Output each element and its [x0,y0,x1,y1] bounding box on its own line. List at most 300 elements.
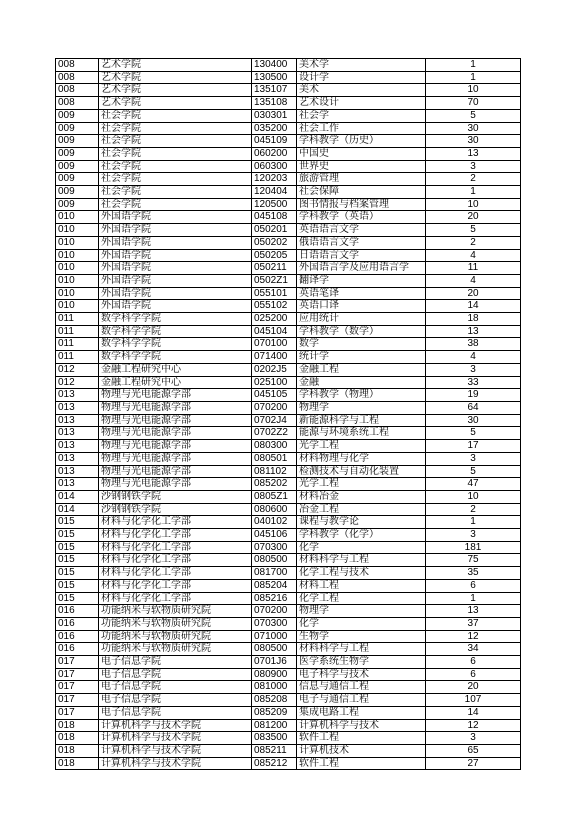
table-row [56,71,521,84]
count-cell: 3 [426,363,521,376]
school-name-cell: 外国语学院 [99,274,252,287]
school-name-cell: 材料与化学化工学部 [99,592,252,605]
school-name-cell: 电子信息学院 [99,694,252,707]
table-row [56,376,521,389]
school-code-cell: 017 [56,656,99,669]
school-name-cell: 功能纳米与软物质研究院 [99,630,252,643]
school-name-cell: 沙钢钢铁学院 [99,503,252,516]
count-cell: 10 [426,490,521,503]
school-name-cell: 物理与光电能源学部 [99,427,252,440]
major-code-cell: 085216 [252,592,297,605]
major-code-cell: 025200 [252,313,297,326]
major-code-cell: 045105 [252,389,297,402]
table-row [56,224,521,237]
school-code-cell: 017 [56,668,99,681]
table-row [56,643,521,656]
school-name-cell: 材料与化学化工学部 [99,554,252,567]
table-row [56,656,521,669]
table-row [56,135,521,148]
table-body [56,59,521,770]
table-row [56,554,521,567]
count-cell: 1 [426,516,521,529]
major-name-cell: 计算机技术 [297,744,426,757]
major-name-cell: 应用统计 [297,313,426,326]
count-cell: 20 [426,681,521,694]
count-cell: 1 [426,71,521,84]
school-name-cell: 物理与光电能源学部 [99,389,252,402]
major-code-cell: 045108 [252,211,297,224]
school-name-cell: 社会学院 [99,173,252,186]
table-row [56,706,521,719]
major-code-cell: 120203 [252,173,297,186]
count-cell: 12 [426,719,521,732]
school-code-cell: 009 [56,147,99,160]
table-row [56,516,521,529]
school-name-cell: 材料与化学化工学部 [99,516,252,529]
school-name-cell: 电子信息学院 [99,706,252,719]
major-code-cell: 0702Z2 [252,427,297,440]
count-cell: 2 [426,173,521,186]
major-name-cell: 课程与教学论 [297,516,426,529]
table-row [56,313,521,326]
enrollment-table [55,58,521,770]
major-code-cell: 080500 [252,554,297,567]
count-cell: 3 [426,452,521,465]
major-code-cell: 083500 [252,732,297,745]
major-name-cell: 学科教学（化学） [297,529,426,542]
major-name-cell: 信息与通信工程 [297,681,426,694]
major-code-cell: 085212 [252,757,297,770]
school-name-cell: 材料与化学化工学部 [99,541,252,554]
count-cell: 30 [426,122,521,135]
school-code-cell: 013 [56,478,99,491]
school-code-cell: 015 [56,516,99,529]
major-name-cell: 俄语语言文学 [297,236,426,249]
major-code-cell: 070200 [252,401,297,414]
count-cell: 13 [426,325,521,338]
major-name-cell: 英语笔译 [297,287,426,300]
major-name-cell: 学科教学（物理） [297,389,426,402]
table-row [56,579,521,592]
school-code-cell: 018 [56,732,99,745]
school-code-cell: 009 [56,173,99,186]
major-code-cell: 050205 [252,249,297,262]
count-cell: 13 [426,605,521,618]
major-code-cell: 080501 [252,452,297,465]
major-name-cell: 化学 [297,617,426,630]
school-name-cell: 物理与光电能源学部 [99,452,252,465]
major-name-cell: 金融 [297,376,426,389]
count-cell: 5 [426,109,521,122]
table-row [56,490,521,503]
major-code-cell: 035200 [252,122,297,135]
school-name-cell: 物理与光电能源学部 [99,414,252,427]
major-name-cell: 化学 [297,541,426,554]
count-cell: 18 [426,313,521,326]
major-code-cell: 070300 [252,617,297,630]
major-code-cell: 085204 [252,579,297,592]
table-row [56,160,521,173]
count-cell: 181 [426,541,521,554]
school-name-cell: 计算机科学与技术学院 [99,719,252,732]
school-code-cell: 013 [56,440,99,453]
major-code-cell: 0702J4 [252,414,297,427]
school-name-cell: 金融工程研究中心 [99,363,252,376]
table-row [56,325,521,338]
table-row [56,84,521,97]
major-name-cell: 社会保障 [297,186,426,199]
school-name-cell: 电子信息学院 [99,681,252,694]
table-row [56,503,521,516]
count-cell: 19 [426,389,521,402]
major-code-cell: 120500 [252,198,297,211]
count-cell: 1 [426,592,521,605]
count-cell: 64 [426,401,521,414]
table-row [56,719,521,732]
major-name-cell: 电子与通信工程 [297,694,426,707]
major-code-cell: 120404 [252,186,297,199]
table-row [56,300,521,313]
count-cell: 27 [426,757,521,770]
major-code-cell: 135108 [252,97,297,110]
school-name-cell: 金融工程研究中心 [99,376,252,389]
school-name-cell: 数学科学学院 [99,313,252,326]
school-name-cell: 功能纳米与软物质研究院 [99,643,252,656]
major-name-cell: 学科教学（数学） [297,325,426,338]
major-name-cell: 冶金工程 [297,503,426,516]
major-name-cell: 学科教学（英语） [297,211,426,224]
school-code-cell: 011 [56,351,99,364]
major-code-cell: 081000 [252,681,297,694]
school-code-cell: 010 [56,249,99,262]
major-name-cell: 化学工程与技术 [297,567,426,580]
table-row [56,452,521,465]
school-code-cell: 017 [56,706,99,719]
major-name-cell: 统计学 [297,351,426,364]
school-code-cell: 009 [56,109,99,122]
table-row [56,592,521,605]
major-code-cell: 070100 [252,338,297,351]
major-code-cell: 050201 [252,224,297,237]
school-code-cell: 017 [56,694,99,707]
major-code-cell: 030301 [252,109,297,122]
major-name-cell: 旅游管理 [297,173,426,186]
major-name-cell: 材料科学与工程 [297,643,426,656]
major-code-cell: 0701J6 [252,656,297,669]
school-name-cell: 外国语学院 [99,224,252,237]
count-cell: 6 [426,656,521,669]
count-cell: 17 [426,440,521,453]
major-code-cell: 0202J5 [252,363,297,376]
major-name-cell: 电子科学与技术 [297,668,426,681]
school-name-cell: 艺术学院 [99,59,252,72]
school-code-cell: 011 [56,325,99,338]
major-code-cell: 085209 [252,706,297,719]
school-name-cell: 材料与化学化工学部 [99,567,252,580]
count-cell: 34 [426,643,521,656]
school-code-cell: 009 [56,186,99,199]
school-name-cell: 艺术学院 [99,97,252,110]
count-cell: 5 [426,427,521,440]
school-code-cell: 008 [56,71,99,84]
school-code-cell: 013 [56,452,99,465]
school-name-cell: 功能纳米与软物质研究院 [99,605,252,618]
school-name-cell: 外国语学院 [99,300,252,313]
major-name-cell: 医学系统生物学 [297,656,426,669]
major-code-cell: 130400 [252,59,297,72]
major-code-cell: 080600 [252,503,297,516]
school-name-cell: 材料与化学化工学部 [99,529,252,542]
school-name-cell: 电子信息学院 [99,656,252,669]
school-code-cell: 009 [56,198,99,211]
major-name-cell: 能源与环境系统工程 [297,427,426,440]
table-row [56,198,521,211]
major-code-cell: 081102 [252,465,297,478]
count-cell: 1 [426,186,521,199]
major-code-cell: 070200 [252,605,297,618]
table-row [56,668,521,681]
major-name-cell: 计算机科学与技术 [297,719,426,732]
school-code-cell: 014 [56,503,99,516]
major-code-cell: 060200 [252,147,297,160]
major-name-cell: 材料工程 [297,579,426,592]
major-name-cell: 检测技术与自动化装置 [297,465,426,478]
major-code-cell: 045104 [252,325,297,338]
major-name-cell: 社会学 [297,109,426,122]
count-cell: 11 [426,262,521,275]
school-name-cell: 艺术学院 [99,84,252,97]
count-cell: 1 [426,59,521,72]
school-code-cell: 015 [56,541,99,554]
school-code-cell: 010 [56,300,99,313]
major-name-cell: 图书情报与档案管理 [297,198,426,211]
school-code-cell: 013 [56,465,99,478]
major-name-cell: 世界史 [297,160,426,173]
school-code-cell: 009 [56,135,99,148]
count-cell: 5 [426,465,521,478]
table-row [56,122,521,135]
school-code-cell: 013 [56,401,99,414]
major-code-cell: 080300 [252,440,297,453]
school-name-cell: 外国语学院 [99,262,252,275]
major-code-cell: 081200 [252,719,297,732]
school-name-cell: 社会学院 [99,122,252,135]
count-cell: 65 [426,744,521,757]
school-code-cell: 015 [56,579,99,592]
school-code-cell: 015 [56,529,99,542]
count-cell: 20 [426,287,521,300]
major-name-cell: 美术学 [297,59,426,72]
table-row [56,414,521,427]
major-code-cell: 071400 [252,351,297,364]
school-code-cell: 018 [56,719,99,732]
school-name-cell: 外国语学院 [99,249,252,262]
count-cell: 4 [426,249,521,262]
table-row [56,465,521,478]
major-code-cell: 080900 [252,668,297,681]
school-code-cell: 010 [56,274,99,287]
school-code-cell: 010 [56,287,99,300]
table-row [56,274,521,287]
count-cell: 6 [426,668,521,681]
table-row [56,262,521,275]
count-cell: 75 [426,554,521,567]
major-name-cell: 生物学 [297,630,426,643]
table-row [56,529,521,542]
count-cell: 14 [426,300,521,313]
count-cell: 13 [426,147,521,160]
table-row [56,427,521,440]
school-code-cell: 013 [56,389,99,402]
table-row [56,389,521,402]
table-row [56,363,521,376]
major-name-cell: 光学工程 [297,478,426,491]
school-code-cell: 016 [56,643,99,656]
count-cell: 38 [426,338,521,351]
major-code-cell: 050211 [252,262,297,275]
table-row [56,97,521,110]
school-code-cell: 010 [56,211,99,224]
major-code-cell: 025100 [252,376,297,389]
major-code-cell: 050202 [252,236,297,249]
major-code-cell: 040102 [252,516,297,529]
school-name-cell: 电子信息学院 [99,668,252,681]
major-name-cell: 软件工程 [297,757,426,770]
school-name-cell: 艺术学院 [99,71,252,84]
count-cell: 3 [426,732,521,745]
table-row [56,744,521,757]
major-name-cell: 社会工作 [297,122,426,135]
school-code-cell: 016 [56,605,99,618]
count-cell: 3 [426,160,521,173]
major-name-cell: 化学工程 [297,592,426,605]
major-name-cell: 物理学 [297,401,426,414]
major-name-cell: 美术 [297,84,426,97]
table-row [56,630,521,643]
school-name-cell: 社会学院 [99,186,252,199]
major-name-cell: 设计学 [297,71,426,84]
count-cell: 4 [426,351,521,364]
table-row [56,401,521,414]
major-code-cell: 085211 [252,744,297,757]
school-name-cell: 外国语学院 [99,236,252,249]
major-name-cell: 光学工程 [297,440,426,453]
table-row [56,617,521,630]
count-cell: 2 [426,503,521,516]
school-code-cell: 015 [56,554,99,567]
major-code-cell: 080500 [252,643,297,656]
major-code-cell: 055102 [252,300,297,313]
count-cell: 6 [426,579,521,592]
count-cell: 107 [426,694,521,707]
school-name-cell: 数学科学学院 [99,351,252,364]
major-name-cell: 金融工程 [297,363,426,376]
major-code-cell: 055101 [252,287,297,300]
table-row [56,541,521,554]
major-code-cell: 081700 [252,567,297,580]
major-code-cell: 071000 [252,630,297,643]
table-row [56,478,521,491]
school-code-cell: 012 [56,363,99,376]
count-cell: 37 [426,617,521,630]
major-name-cell: 材料物理与化学 [297,452,426,465]
school-code-cell: 010 [56,224,99,237]
school-code-cell: 016 [56,617,99,630]
table-row [56,59,521,72]
school-name-cell: 物理与光电能源学部 [99,465,252,478]
count-cell: 10 [426,84,521,97]
school-name-cell: 社会学院 [99,109,252,122]
school-code-cell: 008 [56,59,99,72]
major-name-cell: 日语语言文学 [297,249,426,262]
school-name-cell: 社会学院 [99,198,252,211]
school-name-cell: 外国语学院 [99,211,252,224]
table-row [56,287,521,300]
school-name-cell: 计算机科学与技术学院 [99,732,252,745]
count-cell: 20 [426,211,521,224]
count-cell: 14 [426,706,521,719]
school-code-cell: 010 [56,262,99,275]
table-row [56,351,521,364]
table-row [56,236,521,249]
school-name-cell: 社会学院 [99,135,252,148]
count-cell: 3 [426,529,521,542]
school-code-cell: 017 [56,681,99,694]
table-row [56,173,521,186]
major-name-cell: 软件工程 [297,732,426,745]
school-code-cell: 013 [56,427,99,440]
major-code-cell: 070300 [252,541,297,554]
major-code-cell: 045109 [252,135,297,148]
school-code-cell: 015 [56,592,99,605]
major-name-cell: 外国语言学及应用语言学 [297,262,426,275]
major-code-cell: 085202 [252,478,297,491]
table-row [56,732,521,745]
school-name-cell: 社会学院 [99,147,252,160]
table-row [56,567,521,580]
table-row [56,440,521,453]
table-row [56,605,521,618]
major-code-cell: 085208 [252,694,297,707]
school-name-cell: 沙钢钢铁学院 [99,490,252,503]
school-code-cell: 009 [56,122,99,135]
major-name-cell: 集成电路工程 [297,706,426,719]
school-name-cell: 数学科学学院 [99,338,252,351]
major-code-cell: 060300 [252,160,297,173]
school-code-cell: 008 [56,97,99,110]
school-name-cell: 计算机科学与技术学院 [99,757,252,770]
table-row [56,249,521,262]
school-code-cell: 011 [56,313,99,326]
school-name-cell: 社会学院 [99,160,252,173]
school-code-cell: 013 [56,414,99,427]
count-cell: 2 [426,236,521,249]
major-code-cell: 135107 [252,84,297,97]
count-cell: 35 [426,567,521,580]
school-code-cell: 016 [56,630,99,643]
major-name-cell: 材料科学与工程 [297,554,426,567]
school-code-cell: 008 [56,84,99,97]
major-code-cell: 045106 [252,529,297,542]
major-name-cell: 数学 [297,338,426,351]
major-name-cell: 物理学 [297,605,426,618]
major-name-cell: 英语口译 [297,300,426,313]
table-row [56,694,521,707]
school-code-cell: 012 [56,376,99,389]
count-cell: 10 [426,198,521,211]
table-row [56,186,521,199]
major-name-cell: 学科教学（历史） [297,135,426,148]
